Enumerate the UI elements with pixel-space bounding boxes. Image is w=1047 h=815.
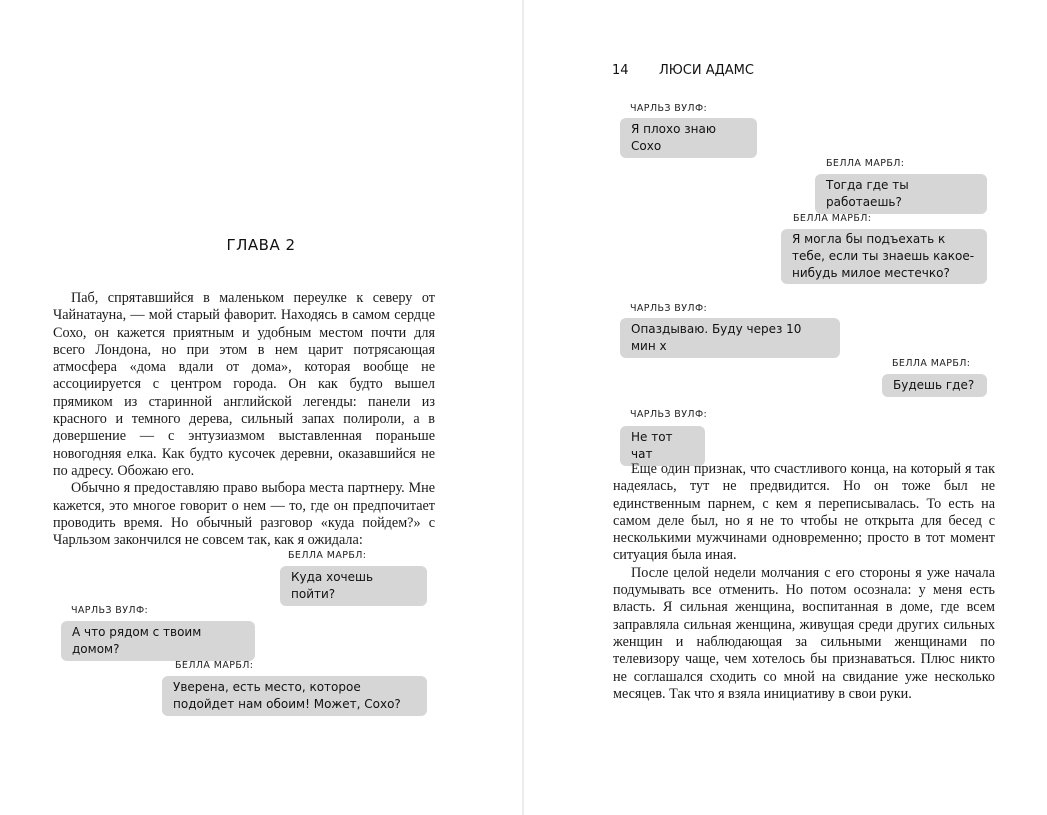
message-speaker: ЧАРЛЬЗ ВУЛФ:: [630, 103, 708, 114]
paragraph: После целой недели молчания с его стороны я уже начала подумывать все отменить. Но потом осознала: у меня есть власть. Я сильная женщина, воспитанная в доме, где всем заправляла сильная женщина, живущая среди других сильных женщин и наблюдающая за сильными женщинами по телевизору чаще, чем хотелось бы признаваться. Плюс никто не соглашался сходить со мной на свидание уже несколько месяцев. Так что я взяла инициативу в свои руки.: [613, 564, 995, 702]
chapter-title: ГЛАВА 2: [226, 236, 296, 254]
message-speaker: БЕЛЛА МАРБЛ:: [892, 358, 971, 369]
message-bubble: Не тот чат: [620, 426, 705, 466]
message-bubble: Я плохо знаю Сохо: [620, 118, 757, 158]
paragraph: Обычно я предоставляю право выбора места партнеру. Мне кажется, это многое говорит о нем — то, где он предпочитает проводить время. Но обычный разговор «куда пойдем?» с Чарльзом закончился не совсем так, как я ожидала:: [53, 480, 435, 549]
message-speaker: БЕЛЛА МАРБЛ:: [288, 550, 367, 561]
message-bubble: Уверена, есть место, которое подойдет нам обоим! Может, Сохо?: [162, 676, 427, 716]
right-page: [524, 0, 1047, 815]
message-speaker: ЧАРЛЬЗ ВУЛФ:: [630, 303, 708, 314]
message-bubble: Тогда где ты работаешь?: [815, 174, 987, 214]
message-speaker: ЧАРЛЬЗ ВУЛФ:: [630, 409, 708, 420]
message-bubble: Я могла бы подъехать к тебе, если ты знаешь какое-нибудь милое местечко?: [781, 229, 987, 284]
left-page: [0, 0, 522, 815]
paragraph: Еще один признак, что счастливого конца, на который я так надеялась, тут не предвидится. Но он тоже был не единственным парнем, с кем я переписывалась. То есть на самом деле был, но я не то чтобы не открыта для бесед с несколькими мужчинами одновременно; просто в тот момент ситуация была иная.: [613, 461, 995, 564]
message-speaker: БЕЛЛА МАРБЛ:: [175, 660, 254, 671]
right-body-text: [613, 461, 995, 703]
paragraph: Паб, спрятавшийся в маленьком переулке к северу от Чайнатауна, — мой старый фаворит. Находясь в самом сердце Сохо, он кажется приятным и удобным местом почти для всего Лондона, но при этом в нем царит потрясающая атмосфера «дома вдали от дома», которая вообще не ассоциируется с центром города. Он как будто вышел прямиком из старинной английской легенды: панели из красного и темного дерева, сильный запах полироли, а в довершение — с энтузиазмом выставленная пораньше новогодняя елка. Как будто кусочек деревни, оказавшийся не по адресу. Обожаю его.: [53, 290, 435, 479]
page-number: 14: [612, 63, 629, 78]
message-bubble: Куда хочешь пойти?: [280, 566, 427, 606]
left-body-text: [53, 290, 435, 549]
message-speaker: ЧАРЛЬЗ ВУЛФ:: [71, 605, 149, 616]
running-head: ЛЮСИ АДАМС: [659, 63, 754, 78]
message-bubble: Опаздываю. Буду через 10 мин х: [620, 318, 840, 358]
message-speaker: БЕЛЛА МАРБЛ:: [793, 213, 872, 224]
message-bubble: А что рядом с твоим домом?: [61, 621, 255, 661]
message-speaker: БЕЛЛА МАРБЛ:: [826, 158, 905, 169]
message-bubble: Будешь где?: [882, 374, 987, 397]
